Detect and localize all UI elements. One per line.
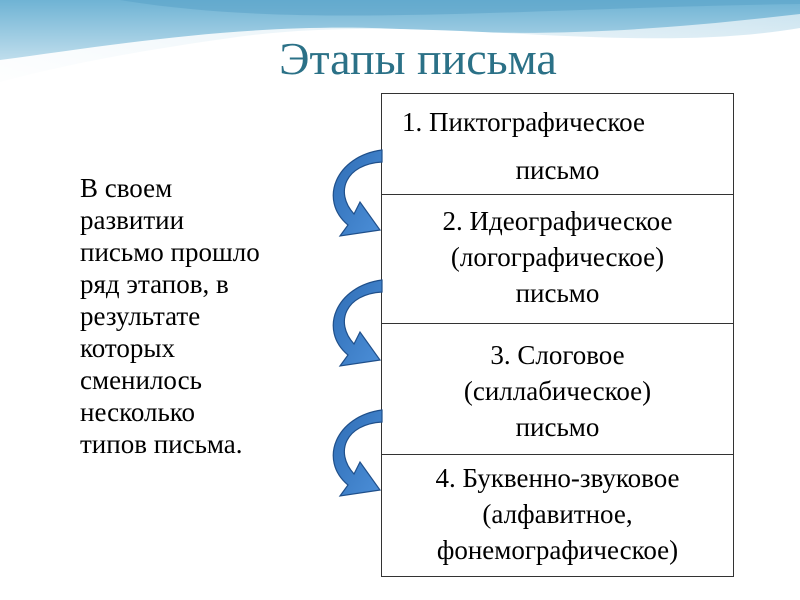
intro-line: сменилось	[80, 365, 202, 395]
stage-line: письмо	[515, 278, 600, 308]
curved-arrow-icon	[333, 410, 382, 496]
intro-line: несколько	[80, 397, 196, 427]
stage-line: 4. Буквенно-звуковое	[435, 463, 680, 493]
stages-table	[381, 93, 734, 577]
intro-line: В своем	[80, 173, 173, 203]
stage-line: (силлабическое)	[463, 376, 652, 406]
intro-line: ряд этапов, в	[80, 269, 229, 299]
stage-cell-ideographic	[382, 194, 733, 323]
stage-line: 1. Пиктографическое	[402, 107, 645, 137]
stage-cell-alphabetic	[382, 454, 733, 578]
curved-arrow-icon	[333, 280, 382, 366]
slide-title: Этапы письма	[279, 33, 557, 84]
stage-line: (логографическое)	[450, 242, 665, 272]
intro-line: письмо прошло	[80, 237, 260, 267]
stage-line: фонемографическое)	[436, 535, 679, 565]
stage-line: письмо	[515, 155, 600, 185]
intro-text	[80, 172, 320, 460]
intro-line: результате	[80, 301, 201, 331]
intro-line: типов письма.	[80, 429, 243, 459]
stage-line: письмо	[515, 412, 600, 442]
stage-line: 2. Идеографическое	[442, 206, 673, 236]
stage-cell-syllabic	[382, 323, 733, 454]
stage-cell-pictographic	[382, 94, 733, 194]
stage-line: (алфавитное,	[482, 499, 633, 529]
intro-line: которых	[80, 333, 175, 363]
intro-line: развитии	[80, 205, 185, 235]
stage-line: 3. Слоговое	[490, 340, 625, 370]
curved-arrow-icon	[333, 150, 382, 236]
